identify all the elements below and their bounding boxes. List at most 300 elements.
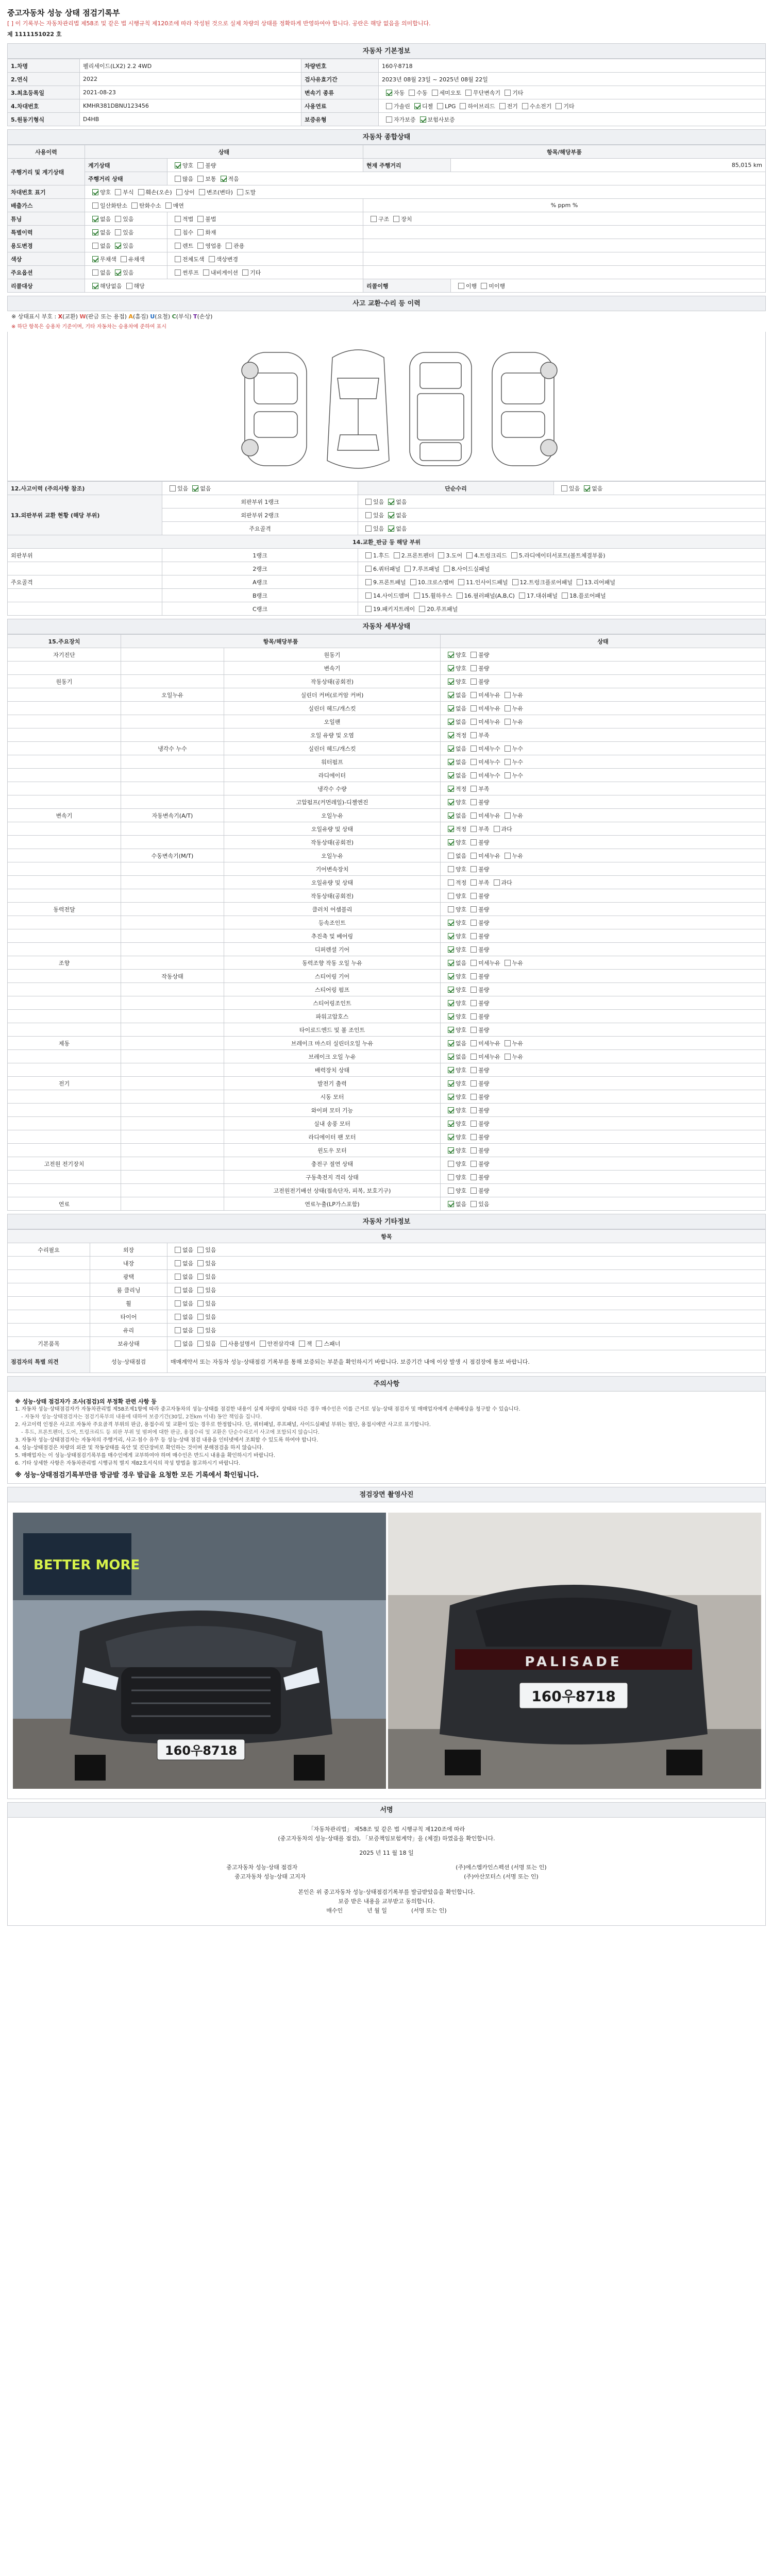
detail-checkbox[interactable] — [470, 665, 477, 671]
options-checkbox[interactable] — [92, 269, 98, 276]
accident-checkbox[interactable] — [192, 485, 198, 492]
detail-checkbox[interactable] — [448, 652, 454, 658]
detail-options — [441, 1023, 766, 1037]
part-checkbox[interactable] — [458, 579, 464, 585]
options-options — [85, 266, 167, 279]
mileage-status-label: 주행거리 상태 — [85, 172, 167, 185]
rank-group: 외판부위 — [8, 549, 162, 562]
detail-checkbox[interactable] — [470, 692, 477, 698]
detail-checkbox[interactable] — [448, 705, 454, 711]
fuel-label: 가솔린 — [394, 103, 410, 110]
transmission-checkbox[interactable] — [409, 90, 415, 96]
other-checkbox[interactable] — [197, 1314, 204, 1320]
part-checkbox[interactable] — [365, 606, 372, 612]
other-checkbox[interactable] — [175, 1327, 181, 1333]
detail-checkbox[interactable] — [470, 893, 477, 899]
detail-checkbox[interactable] — [448, 1013, 454, 1020]
detail-checkbox[interactable] — [448, 812, 454, 819]
part-label: 6.쿼터패널 — [373, 565, 400, 572]
tuning-part-checkbox[interactable] — [371, 216, 377, 222]
detail-item: 작동상태(공회전) — [224, 889, 441, 903]
detail-checkbox[interactable] — [470, 759, 477, 765]
transmission-checkbox[interactable] — [505, 90, 511, 96]
detail-checkbox[interactable] — [470, 812, 477, 819]
detail-checkbox[interactable] — [448, 1054, 454, 1060]
usage-kind-checkbox[interactable] — [175, 243, 181, 249]
color-checkbox[interactable] — [92, 256, 98, 262]
other-label: 있음 — [205, 1260, 216, 1267]
detail-label: 양호 — [456, 678, 467, 685]
fuel-label: 기타 — [563, 103, 575, 110]
detail-checkbox[interactable] — [448, 665, 454, 671]
detail-options — [441, 876, 766, 889]
front-view — [327, 350, 389, 468]
other-checkbox[interactable] — [197, 1247, 204, 1253]
detail-sub — [121, 755, 224, 769]
detail-item: 파워고압호스 — [224, 1010, 441, 1023]
general-status-table — [7, 145, 766, 293]
part-checkbox[interactable] — [438, 552, 444, 558]
detail-checkbox[interactable] — [448, 1107, 454, 1113]
detail-checkbox[interactable] — [505, 1040, 511, 1046]
detail-checkbox[interactable] — [448, 1027, 454, 1033]
vin-checkbox[interactable] — [115, 189, 121, 195]
accident-checkbox[interactable] — [170, 485, 176, 492]
usage-checkbox[interactable] — [115, 243, 121, 249]
detail-checkbox[interactable] — [448, 1161, 454, 1167]
emission-checkbox[interactable] — [131, 202, 138, 209]
exchange-checkbox[interactable] — [365, 512, 372, 518]
detail-checkbox[interactable] — [470, 705, 477, 711]
detail-checkbox[interactable] — [448, 1094, 454, 1100]
repair-checkbox[interactable] — [584, 485, 590, 492]
warranty-label: 자가보증 — [394, 116, 416, 123]
part-checkbox[interactable] — [365, 566, 372, 572]
detail-checkbox[interactable] — [448, 893, 454, 899]
legend-text: (손상) — [197, 313, 213, 320]
other-item: 유리 — [90, 1324, 167, 1337]
detail-checkbox[interactable] — [505, 745, 511, 752]
detail-checkbox[interactable] — [505, 692, 511, 698]
recall-status-checkbox[interactable] — [458, 283, 464, 289]
detail-checkbox[interactable] — [448, 933, 454, 939]
rank-row — [8, 589, 766, 602]
other-checkbox[interactable] — [175, 1341, 181, 1347]
detail-checkbox[interactable] — [470, 1188, 477, 1194]
tuning-kind-label: 적법 — [182, 215, 194, 223]
part-checkbox[interactable] — [512, 579, 518, 585]
detail-checkbox[interactable] — [494, 826, 500, 832]
options-checkbox[interactable] — [115, 269, 121, 276]
options-kind-checkbox[interactable] — [203, 269, 209, 276]
detail-checkbox[interactable] — [448, 906, 454, 912]
detail-row — [8, 1117, 766, 1130]
rank-label: 2랭크 — [162, 562, 358, 575]
detail-checkbox[interactable] — [470, 960, 477, 966]
part-checkbox[interactable] — [457, 592, 463, 599]
signature-box — [7, 1818, 766, 1926]
rank-parts — [358, 575, 766, 589]
detail-sub — [121, 1010, 224, 1023]
other-checkbox[interactable] — [175, 1300, 181, 1307]
detail-label: 불량 — [478, 999, 490, 1007]
vin-checkbox[interactable] — [199, 189, 205, 195]
transmission-checkbox[interactable] — [432, 90, 438, 96]
tuning-part-options — [363, 212, 766, 226]
detail-checkbox[interactable] — [448, 973, 454, 979]
detail-label: 있음 — [478, 1200, 490, 1208]
part-checkbox[interactable] — [365, 552, 372, 558]
detail-label: 불량 — [478, 1187, 490, 1194]
detail-item: 작동상태(공회전) — [224, 836, 441, 849]
detail-checkbox[interactable] — [470, 866, 477, 872]
detail-label: 미세누유 — [478, 1040, 500, 1047]
emission-checkbox[interactable] — [92, 202, 98, 209]
options-kind-checkbox[interactable] — [242, 269, 248, 276]
fuel-checkbox[interactable] — [386, 103, 392, 109]
part-checkbox[interactable] — [419, 606, 425, 612]
other-checkbox[interactable] — [197, 1341, 204, 1347]
detail-item: 고압펌프(커먼레일)-디젤엔진 — [224, 795, 441, 809]
usage-kind-checkbox[interactable] — [197, 243, 204, 249]
other-label: 있음 — [205, 1313, 216, 1320]
detail-checkbox[interactable] — [470, 826, 477, 832]
fuel-checkbox[interactable] — [460, 103, 466, 109]
basic-row — [8, 99, 766, 113]
mileage-label: 주행거리 및 계기상태 — [8, 159, 85, 185]
vin-checkbox[interactable] — [92, 189, 98, 195]
fuel-checkbox[interactable] — [556, 103, 562, 109]
part-checkbox[interactable] — [394, 552, 400, 558]
detail-checkbox[interactable] — [448, 1201, 454, 1207]
detail-item: 워터펌프 — [224, 755, 441, 769]
recall-options — [85, 279, 363, 293]
meter-checkbox[interactable] — [175, 162, 181, 168]
other-checkbox[interactable] — [197, 1327, 204, 1333]
legend-symbol: C — [172, 313, 176, 320]
detail-options — [441, 1117, 766, 1130]
detail-checkbox[interactable] — [448, 960, 454, 966]
meter-checkbox[interactable] — [197, 162, 204, 168]
emission-checkbox[interactable] — [165, 202, 172, 209]
detail-checkbox[interactable] — [505, 719, 511, 725]
part-checkbox[interactable] — [365, 579, 372, 585]
detail-checkbox[interactable] — [448, 1121, 454, 1127]
exchange-checkbox[interactable] — [388, 512, 394, 518]
part-checkbox[interactable] — [414, 592, 420, 599]
detail-checkbox[interactable] — [505, 759, 511, 765]
usage-checkbox[interactable] — [92, 243, 98, 249]
mileage-status-checkbox[interactable] — [197, 176, 204, 182]
part-label: 2.프론트펜더 — [401, 552, 434, 559]
detail-checkbox[interactable] — [448, 1147, 454, 1154]
detail-sub — [121, 836, 224, 849]
emission-label: 배출가스 — [8, 199, 85, 212]
detail-checkbox[interactable] — [470, 987, 477, 993]
detail-checkbox[interactable] — [470, 1054, 477, 1060]
detail-checkbox[interactable] — [448, 759, 454, 765]
detail-item: 라디에이터 — [224, 769, 441, 782]
col-state: 상태 — [85, 145, 363, 159]
detail-group: 조향 — [8, 956, 121, 970]
exchange-checkbox[interactable] — [365, 499, 372, 505]
detail-group — [8, 996, 121, 1010]
detail-row — [8, 769, 766, 782]
special-checkbox[interactable] — [115, 229, 121, 235]
part-checkbox[interactable] — [562, 592, 568, 599]
detail-checkbox[interactable] — [448, 732, 454, 738]
exchange-checkbox[interactable] — [388, 499, 394, 505]
detail-checkbox[interactable] — [470, 933, 477, 939]
other-checkbox[interactable] — [197, 1300, 204, 1307]
detail-row — [8, 929, 766, 943]
detail-checkbox[interactable] — [448, 692, 454, 698]
detail-checkbox[interactable] — [505, 705, 511, 711]
detail-label: 불량 — [478, 986, 490, 993]
detail-checkbox[interactable] — [470, 799, 477, 805]
detail-checkbox[interactable] — [470, 786, 477, 792]
recall-checkbox[interactable] — [92, 283, 98, 289]
detail-options — [441, 943, 766, 956]
detail-checkbox[interactable] — [470, 1027, 477, 1033]
other-checkbox[interactable] — [299, 1341, 305, 1347]
detail-checkbox[interactable] — [448, 719, 454, 725]
other-checkbox[interactable] — [175, 1274, 181, 1280]
detail-checkbox[interactable] — [448, 1000, 454, 1006]
transmission-checkbox[interactable] — [386, 90, 392, 96]
detail-checkbox[interactable] — [470, 1134, 477, 1140]
detail-options — [441, 1144, 766, 1157]
detail-checkbox[interactable] — [448, 786, 454, 792]
detail-checkbox[interactable] — [494, 879, 500, 886]
other-checkbox[interactable] — [260, 1341, 266, 1347]
tuning-part-checkbox[interactable] — [393, 216, 399, 222]
basic-value: D4HB — [80, 113, 301, 126]
color-kind-checkbox[interactable] — [209, 256, 215, 262]
detail-checkbox[interactable] — [505, 1054, 511, 1060]
detail-label: 불량 — [478, 651, 490, 658]
part-checkbox[interactable] — [511, 552, 517, 558]
detail-options — [441, 1104, 766, 1117]
detail-checkbox[interactable] — [470, 973, 477, 979]
color-kind-checkbox[interactable] — [175, 256, 181, 262]
other-checkbox[interactable] — [175, 1247, 181, 1253]
other-checkbox[interactable] — [175, 1260, 181, 1266]
detail-label: 미세누수 — [478, 772, 500, 779]
detail-checkbox[interactable] — [470, 1080, 477, 1087]
part-checkbox[interactable] — [577, 579, 583, 585]
detail-checkbox[interactable] — [470, 1174, 477, 1180]
special-checkbox[interactable] — [92, 229, 98, 235]
detail-checkbox[interactable] — [448, 879, 454, 886]
other-label: 없음 — [182, 1273, 194, 1280]
detail-label: 없음 — [456, 1053, 467, 1060]
detail-checkbox[interactable] — [470, 853, 477, 859]
detail-row — [8, 742, 766, 755]
detail-checkbox[interactable] — [448, 1188, 454, 1194]
detail-row — [8, 983, 766, 996]
detail-checkbox[interactable] — [448, 1040, 454, 1046]
other-item: 내장 — [90, 1257, 167, 1270]
fuel-checkbox[interactable] — [499, 103, 506, 109]
other-options — [167, 1310, 766, 1324]
tuning-checkbox[interactable] — [115, 216, 121, 222]
detail-checkbox[interactable] — [470, 652, 477, 658]
recall-status-checkbox[interactable] — [481, 283, 487, 289]
detail-checkbox[interactable] — [448, 853, 454, 859]
vin-checkbox[interactable] — [138, 189, 144, 195]
detail-checkbox[interactable] — [470, 1107, 477, 1113]
exchange-label: 있음 — [373, 498, 384, 505]
vin-checkbox[interactable] — [176, 189, 182, 195]
detail-checkbox[interactable] — [470, 745, 477, 752]
other-options — [167, 1297, 766, 1310]
detail-checkbox[interactable] — [505, 812, 511, 819]
tuning-checkbox[interactable] — [92, 216, 98, 222]
basic-label-2: 보증유형 — [301, 113, 379, 126]
other-checkbox[interactable] — [175, 1314, 181, 1320]
part-checkbox[interactable] — [466, 552, 473, 558]
detail-checkbox[interactable] — [448, 772, 454, 778]
detail-checkbox[interactable] — [505, 960, 511, 966]
fuel-checkbox[interactable] — [437, 103, 443, 109]
detail-row — [8, 662, 766, 675]
detail-checkbox[interactable] — [470, 1201, 477, 1207]
warranty-checkbox[interactable] — [420, 116, 426, 123]
detail-item: 시동 모터 — [224, 1090, 441, 1104]
detail-item: 스티어링 기어 — [224, 970, 441, 983]
vin-row — [8, 185, 766, 199]
detail-checkbox[interactable] — [470, 879, 477, 886]
recall-label: 해당 — [133, 282, 145, 290]
detail-sub — [121, 1104, 224, 1117]
detail-checkbox[interactable] — [448, 946, 454, 953]
mileage-status-checkbox[interactable] — [175, 176, 181, 182]
basic-row — [8, 73, 766, 86]
detail-checkbox[interactable] — [470, 1000, 477, 1006]
other-options — [167, 1283, 766, 1297]
tuning-part-label: 장치 — [401, 215, 412, 223]
detail-checkbox[interactable] — [470, 920, 477, 926]
detail-parts-header — [8, 535, 766, 549]
detail-checkbox[interactable] — [448, 920, 454, 926]
detail-checkbox[interactable] — [470, 1040, 477, 1046]
warranty-checkbox[interactable] — [386, 116, 392, 123]
part-checkbox[interactable] — [519, 592, 525, 599]
color-kind-options — [167, 252, 363, 266]
detail-checkbox[interactable] — [448, 1080, 454, 1087]
detail-label: 미세누유 — [478, 852, 500, 859]
detail-checkbox[interactable] — [448, 1134, 454, 1140]
mileage-row — [8, 159, 766, 172]
usage-kind-checkbox[interactable] — [226, 243, 232, 249]
mileage-status-checkbox[interactable] — [221, 176, 227, 182]
color-checkbox[interactable] — [121, 256, 127, 262]
other-checkbox[interactable] — [197, 1287, 204, 1293]
sign-statement-1: 「자동차관리법」 제58조 및 같은 법 시행규칙 제120조에 따라 — [308, 1826, 465, 1833]
detail-row — [8, 675, 766, 688]
usage-options — [85, 239, 167, 252]
detail-checkbox[interactable] — [448, 799, 454, 805]
detail-label: 미세누유 — [478, 691, 500, 699]
other-label: 없음 — [182, 1313, 194, 1320]
detail-checkbox[interactable] — [448, 1174, 454, 1180]
detail-options — [441, 1037, 766, 1050]
detail-checkbox[interactable] — [448, 839, 454, 845]
other-options — [167, 1243, 766, 1257]
detail-checkbox[interactable] — [448, 679, 454, 685]
detail-checkbox[interactable] — [470, 732, 477, 738]
detail-checkbox[interactable] — [470, 1067, 477, 1073]
detail-checkbox[interactable] — [470, 839, 477, 845]
transmission-checkbox[interactable] — [465, 90, 472, 96]
repair-checkbox[interactable] — [561, 485, 567, 492]
other-checkbox[interactable] — [197, 1260, 204, 1266]
vin-checkbox[interactable] — [237, 189, 243, 195]
part-label: 4.트렁크리드 — [474, 552, 507, 559]
detail-checkbox[interactable] — [470, 1121, 477, 1127]
part-checkbox[interactable] — [405, 566, 411, 572]
other-checkbox[interactable] — [316, 1341, 322, 1347]
detail-checkbox[interactable] — [470, 906, 477, 912]
detail-item: 타이로드엔드 및 볼 조인트 — [224, 1023, 441, 1037]
detail-checkbox[interactable] — [448, 1067, 454, 1073]
exchange-checkbox[interactable] — [365, 526, 372, 532]
detail-checkbox[interactable] — [470, 772, 477, 778]
special-kind-checkbox[interactable] — [175, 229, 181, 235]
tuning-kind-checkbox[interactable] — [197, 216, 204, 222]
options-kind-label: 썬루프 — [182, 269, 199, 276]
part-checkbox[interactable] — [410, 579, 416, 585]
part-label: 10.크로스멤버 — [417, 579, 455, 586]
vin-label: 상이 — [183, 189, 195, 196]
other-checkbox[interactable] — [175, 1287, 181, 1293]
detail-checkbox[interactable] — [448, 987, 454, 993]
other-checkbox[interactable] — [197, 1274, 204, 1280]
fuel-checkbox[interactable] — [414, 103, 421, 109]
detail-checkbox[interactable] — [505, 853, 511, 859]
rank-label: B랭크 — [162, 589, 358, 602]
detail-checkbox[interactable] — [448, 826, 454, 832]
detail-checkbox[interactable] — [448, 745, 454, 752]
detail-checkbox[interactable] — [470, 1147, 477, 1154]
rank-parts — [358, 602, 766, 616]
detail-checkbox[interactable] — [470, 1013, 477, 1020]
other-checkbox[interactable] — [221, 1341, 227, 1347]
part-checkbox[interactable] — [365, 592, 372, 599]
other-group: 수리필요 — [8, 1243, 90, 1257]
detail-checkbox[interactable] — [448, 866, 454, 872]
detail-checkbox[interactable] — [505, 772, 511, 778]
part-checkbox[interactable] — [444, 566, 450, 572]
recall-checkbox[interactable] — [126, 283, 132, 289]
tuning-kind-checkbox[interactable] — [175, 216, 181, 222]
detail-checkbox[interactable] — [470, 719, 477, 725]
detail-item: 동력조향 작동 오일 누유 — [224, 956, 441, 970]
detail-checkbox[interactable] — [470, 1094, 477, 1100]
fuel-checkbox[interactable] — [522, 103, 528, 109]
recall-status-label: 리콜이행 — [363, 279, 451, 293]
detail-item: 와이퍼 모터 기능 — [224, 1104, 441, 1117]
detail-checkbox[interactable] — [470, 946, 477, 953]
special-kind-checkbox[interactable] — [197, 229, 204, 235]
detail-row — [8, 889, 766, 903]
options-kind-checkbox[interactable] — [175, 269, 181, 276]
detail-checkbox[interactable] — [470, 679, 477, 685]
detail-checkbox[interactable] — [470, 1161, 477, 1167]
exchange-checkbox[interactable] — [388, 526, 394, 532]
detail-options — [441, 675, 766, 688]
